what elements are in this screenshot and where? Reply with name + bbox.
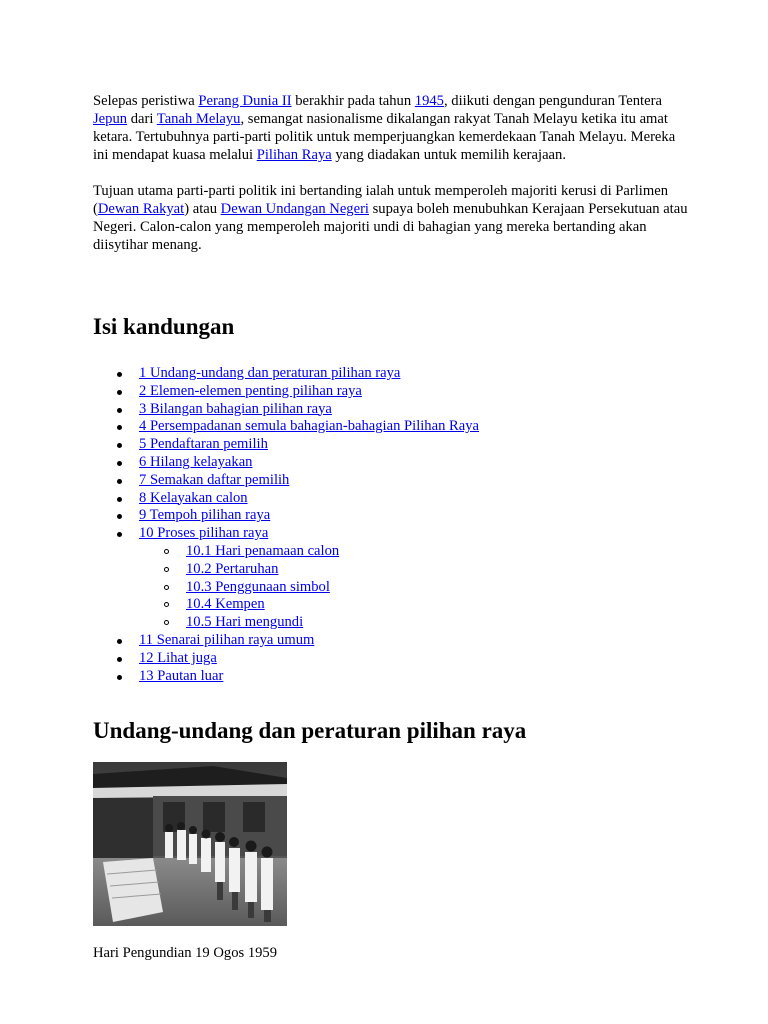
toc-item	[139, 650, 693, 668]
intro-paragraph-2	[93, 182, 693, 254]
text-run: Selepas peristiwa	[93, 93, 199, 109]
election-day-photo	[93, 762, 287, 926]
toc-link-10-3-penggunaan-simbol[interactable]: 10.3 Penggunaan simbol	[186, 578, 330, 595]
link-pilihan-raya[interactable]: Pilihan Raya	[256, 147, 332, 163]
toc-link-10-2-pertaruhan[interactable]: 10.2 Pertaruhan	[186, 560, 279, 577]
toc-subitem	[186, 614, 693, 632]
toc-link-1-undang-undang-dan-peraturan-pilihan-raya[interactable]: 1 Undang-undang dan peraturan pilihan raya	[139, 365, 401, 381]
toc-link-7-semakan-daftar-pemilih[interactable]: 7 Semakan daftar pemilih	[139, 471, 290, 488]
toc-link-5-pendaftaran-pemilih[interactable]: 5 Pendaftaran pemilih	[139, 436, 268, 453]
toc-link-11-senarai-pilihan-raya-umum[interactable]: 11 Senarai pilihan raya umum	[139, 631, 315, 648]
toc-item	[139, 507, 693, 525]
link-tanah-melayu[interactable]: Tanah Melayu	[156, 111, 241, 127]
toc-item	[139, 490, 693, 508]
link-dewan-rakyat[interactable]: Dewan Rakyat	[97, 201, 185, 217]
link-dewan-undangan-negeri[interactable]: Dewan Undangan Negeri	[220, 201, 369, 217]
toc-item	[139, 668, 693, 686]
toc-link-4-persempadanan-semula-bahagian-bahagian-pilihan-raya[interactable]: 4 Persempadanan semula bahagian-bahagian Pilihan Raya	[139, 418, 480, 435]
toc-item	[139, 472, 693, 490]
text-run: , semangat nasionalisme dikalangan rakyat Tanah Melayu ketika itu amat ketara. Tertubuhnya parti-parti politik untuk memperjuangkan kemerdekaan Tanah Melayu. Mereka ini mendapat kuasa melalui	[93, 111, 676, 163]
text-run: yang diadakan untuk memilih kerajaan.	[331, 147, 566, 163]
toc-link-10-4-kempen[interactable]: 10.4 Kempen	[186, 596, 265, 613]
text-run: ) atau	[184, 201, 221, 217]
intro-paragraph-1	[93, 92, 693, 164]
toc-link-10-5-hari-mengundi[interactable]: 10.5 Hari mengundi	[186, 614, 304, 631]
toc-link-10-1-hari-penamaan-calon[interactable]: 10.1 Hari penamaan calon	[186, 542, 340, 559]
toc-link-13-pautan-luar[interactable]: 13 Pautan luar	[139, 667, 224, 684]
photo-caption: Hari Pengundian 19 Ogos 1959	[93, 945, 278, 962]
toc-subitem	[186, 596, 693, 614]
link-1945[interactable]: 1945	[414, 93, 444, 109]
toc-item	[139, 418, 693, 436]
link-perang-dunia-ii[interactable]: Perang Dunia II	[198, 93, 292, 109]
toc-link-12-lihat-juga[interactable]: 12 Lihat juga	[139, 649, 217, 666]
toc-subitem	[186, 561, 693, 579]
toc-item	[139, 454, 693, 472]
link-jepun[interactable]: Jepun	[93, 111, 128, 127]
toc-subitem	[186, 579, 693, 597]
toc-item	[139, 436, 693, 454]
toc-link-6-hilang-kelayakan[interactable]: 6 Hilang kelayakan	[139, 453, 253, 470]
toc-sublist	[139, 543, 693, 632]
text-run: dari	[127, 111, 157, 127]
section-title-undang-undang: Undang-undang dan peraturan pilihan raya	[93, 718, 527, 744]
toc-link-9-tempoh-pilihan-raya[interactable]: 9 Tempoh pilihan raya	[139, 507, 271, 524]
toc-link-3-bilangan-bahagian-pilihan-raya[interactable]: 3 Bilangan bahagian pilihan raya	[139, 400, 332, 417]
text-run: , diikuti dengan pengunduran Tentera	[443, 93, 662, 109]
toc-list	[93, 365, 693, 685]
text-run: Tujuan utama parti-parti politik ini bertanding ialah untuk memperoleh majoriti kerusi di Parlimen (	[93, 183, 668, 217]
toc-link-2-elemen-elemen-penting-pilihan-raya[interactable]: 2 Elemen-elemen penting pilihan raya	[139, 382, 362, 399]
toc-item	[139, 401, 693, 419]
text-run: berakhir pada tahun	[291, 93, 415, 109]
toc-item	[139, 632, 693, 650]
toc-item	[139, 525, 693, 632]
toc-subitem	[186, 543, 693, 561]
toc-link-8-kelayakan-calon[interactable]: 8 Kelayakan calon	[139, 489, 248, 506]
document-page	[93, 92, 693, 962]
toc-title: Isi kandungan	[93, 314, 235, 339]
toc-item	[139, 365, 693, 383]
text-run: supaya boleh menubuhkan Kerajaan Persekutuan atau Negeri. Calon-calon yang memperoleh majoriti undi di bahagian yang mereka bertanding akan diisytihar menang.	[93, 201, 688, 253]
toc-item	[139, 383, 693, 401]
toc-link-10-proses-pilihan-raya[interactable]: 10 Proses pilihan raya	[139, 525, 269, 542]
